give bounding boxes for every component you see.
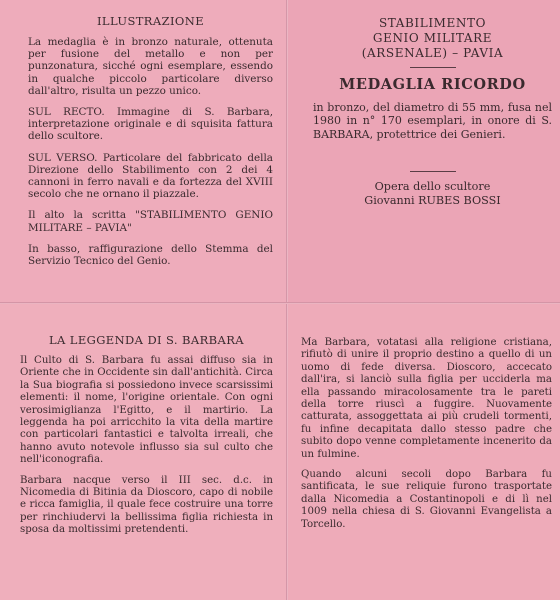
illustrazione-paragraph-scritta: Il alto la scritta "STABILIMENTO GENIO MILITARE – PAVIA" [28, 209, 273, 234]
divider-rule-lower [410, 171, 456, 172]
leggenda-paragraph-4: Quando alcuni secoli dopo Barbara fu santificata, le sue reliquie furono trasportate dalla Nicomedia a Costantinopoli e di lì nel 1009 nella chiesa di S. Giovanni Evangelista a Torcello. [301, 469, 552, 530]
panel-leggenda-continued [287, 303, 560, 600]
illustrazione-heading: ILLUSTRAZIONE [96, 14, 204, 28]
medaglia-description: in bronzo, del diametro di 55 mm, fusa nel 1980 in n° 170 esemplari, in onore di S. BARBARA, protettrice dei Genieri. [313, 101, 552, 141]
divider-rule [410, 67, 456, 68]
sculptor-line-2: Giovanni RUBES BOSSI [364, 194, 501, 208]
sculptor-line-1: Opera dello scultore [374, 180, 491, 194]
illustrazione-paragraph-recto: SUL RECTO. Immagine di S. Barbara, interpretazione originale e di squisita fattura dello scultore. [28, 106, 273, 143]
header-line-stabilimento: STABILIMENTO [378, 16, 487, 30]
leggenda-paragraph-3: Ma Barbara, votatasi alla religione cristiana, rifiutò di unire il proprio destino a quello di un uomo di fede diversa. Dioscoro, accecato dall'ira, si lanciò sulla figlia per ucciderla ma ella passando miracolosamente tra le pareti della torre riuscì a fuggire. Nuovamente catturata, assoggettata ai più crudeli tormenti, fu infine decapitata dallo stesso padre che subito dopo venne completamente incenerito da un fulmine. [301, 337, 552, 460]
vertical-fold-crease [286, 0, 288, 600]
leggenda-paragraph-2: Barbara nacque verso il III sec. d.c. in Nicomedia di Bitinia da Dioscoro, capo di nobile e ricca famiglia, il quale fece costruire una torre per rinchiudervi la bellissima figlia richiesta in sposa da moltissimi pretendenti. [20, 474, 273, 536]
panel-leggenda [0, 303, 287, 600]
panel-medaglia-ricordo [287, 0, 560, 303]
horizontal-fold-crease [0, 302, 560, 304]
leggenda-paragraph-1: Il Culto di S. Barbara fu assai diffuso sia in Oriente che in Occidente sin dall'antichità. Circa la Sua biografia si possiedono invece scarsissimi elementi: il nome, l'origine orientale. Con ogni verosimiglianza l'Egitto, e il martirio. La leggenda ha poi arricchito la vita della martire con particolari fantastici e talvolta irreali, che hanno avuto notevole influsso sia sul culto che nell'iconografia. [20, 355, 273, 466]
header-line-genio-militare: GENIO MILITARE [372, 31, 493, 45]
medaglia-title: MEDAGLIA RICORDO [339, 76, 526, 93]
illustrazione-paragraph-verso: SUL VERSO. Particolare del fabbricato della Direzione dello Stabilimento con 2 dei 4 cannoni in ferro navali e da fortezza del XVIII secolo che ne ornano il piazzale. [28, 151, 273, 201]
panel-illustrazione [0, 0, 287, 303]
illustrazione-paragraph-stemma: In basso, raffigurazione dello Stemma del Servizio Tecnico del Genio. [28, 242, 273, 268]
illustrazione-paragraph-1: La medaglia è in bronzo naturale, ottenuta per fusione del metallo e non per punzonatura, sicché ogni esemplare, essendo in qualche piccolo particolare diverso dall'altro, risulta un pezzo unico. [28, 36, 273, 97]
header-line-arsenale-pavia: (ARSENALE) – PAVIA [361, 46, 504, 60]
leggenda-heading: LA LEGGENDA DI S. BARBARA [49, 333, 244, 347]
